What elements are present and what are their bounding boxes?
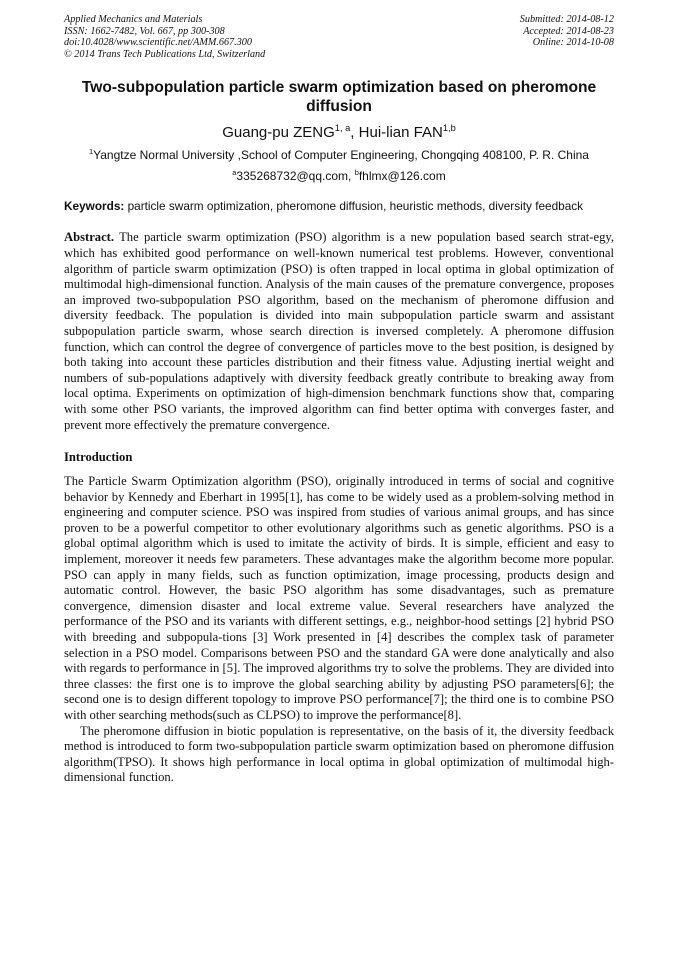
author-list [64,124,614,141]
online-date: Online: 2014-10-08 [532,37,614,49]
journal-copyright: © 2014 Trans Tech Publications Ltd, Switzerland [64,48,266,60]
author-name: Guang-pu ZENG [222,124,335,142]
accepted-date: Accepted: 2014-08-23 [523,25,614,37]
keywords-text: particle swarm optimization, pheromone diffusion, heuristic methods, diversity feedback [124,199,584,214]
journal-issn: ISSN: 1662-7482, Vol. 667, pp 300-308 [64,25,225,37]
paper-title: Two-subpopulation particle swarm optimization based on pheromone diffusion [81,79,597,116]
introduction-paragraph: The Particle Swarm Optimization algorithm (PSO), originally introduced in terms of social and cognitive behavior by Kennedy and Eberhart in 1995[1], has come to be widely used as a problem-solving method in engineering and computer science. PSO was inspired from studies of various animal groups, and has since proven to be a powerful competitor to other evolutionary algorithms such as genetic algorithms. PSO is a global optimal algorithm which is used to imitate the activity of birds. It is simple, efficient and easy to implement, moreover it needs few parameters. These advantages make the algorithm become more popular. PSO can apply in many fields, such as function optimization, image processing, products design and automatic control. However, the basic PSO algorithm has some disadvantages, such as premature convergence, dimension disaster and local extreme value. Several researchers have analyzed the performance of the PSO and its variants with different settings, e.g., neighbor-hood settings [2] hybrid PSO with breeding and subpopula-tions [3] Work presented in [4] describes the complex task of parameter selection in a PSO model. Comparisons between PSO and the standard GA were done analytically and also with regards to performance in [5]. The improved algorithms try to solve the problems. They are divided into three classes: the first one is to improve the global searching ability by adjusting PSO parameters[6]; the second one is to design different topology to improve PSO performance[7]; the third one is to combine PSO with other searching methods(such as CLPSO) to improve the performance[8]. [64,474,614,722]
author-emails [64,169,614,183]
introduction-paragraph: The pheromone diffusion in biotic population is representative, on the basis of it, the diversity feedback method is introduced to form two-subpopulation particle swarm optimization based on pheromone diffusion algorithm(TPSO). It shows high performance in local optima in global optimization of multimodal high-dimensional function. [64,723,614,785]
email-sup-a: a [232,168,237,178]
email-b[interactable]: fhlmx@126.com [358,169,446,184]
abstract-label: Abstract. [64,230,115,245]
author-separator: , [350,124,359,142]
journal-header [64,14,614,60]
author-affiliation-sup: 1, a [334,123,351,134]
journal-doi: doi:10.4028/www.scientific.net/AMM.667.300 [64,37,252,49]
affiliation-sup: 1 [89,147,94,157]
abstract [64,230,614,433]
affiliation-text: Yangtze Normal University ,School of Computer Engineering, Chongqing 408100, P. R. China [93,148,589,163]
journal-info [64,14,265,60]
author-affiliation-sup: 1,b [442,123,456,134]
publication-dates [520,14,614,60]
keywords [64,199,614,213]
paper-page [64,14,614,786]
author-name: Hui-lian FAN [358,124,443,142]
journal-name: Applied Mechanics and Materials [64,14,203,25]
section-heading-introduction: Introduction [64,450,133,465]
submitted-date: Submitted: 2014-08-12 [519,14,614,25]
email-a[interactable]: 335268732@qq.com, [236,169,355,184]
abstract-text: The particle swarm optimization (PSO) algorithm is a new population based search strat-egy, which has exhibited good performance on well-known numerical test problems. However, conventional algorithm of particle swarm optimization (PSO) is often trapped in local optima in global optimization of multimodal high-dimensional function. Analysis of the main causes of the premature convergence, proposes an improved two-subpopulation PSO algorithm, based on the mechanism of pheromone diffusion and diversity feedback. The population is divided into main subpopulation particle swarm and assistant subpopulation particle swarm, whose search direction is inversed completely. A pheromone diffusion function, which can control the degree of convergence of particles move to the best position, is designed by both taking into account these particles distribution and their fitness value. Adjusting inertial weight and numbers of sub-populations adaptively with diversity feedback greatly contribute to breaking away from local optima. Experiments on optimization of high-dimension benchmark functions show that, comparing with some other PSO variants, the improved algorithm can find better optima with converges faster, and prevent more effectively the premature convergence. [64,230,614,432]
email-sup-b: b [354,168,359,178]
keywords-label: Keywords: [64,199,125,214]
affiliation [64,148,614,162]
